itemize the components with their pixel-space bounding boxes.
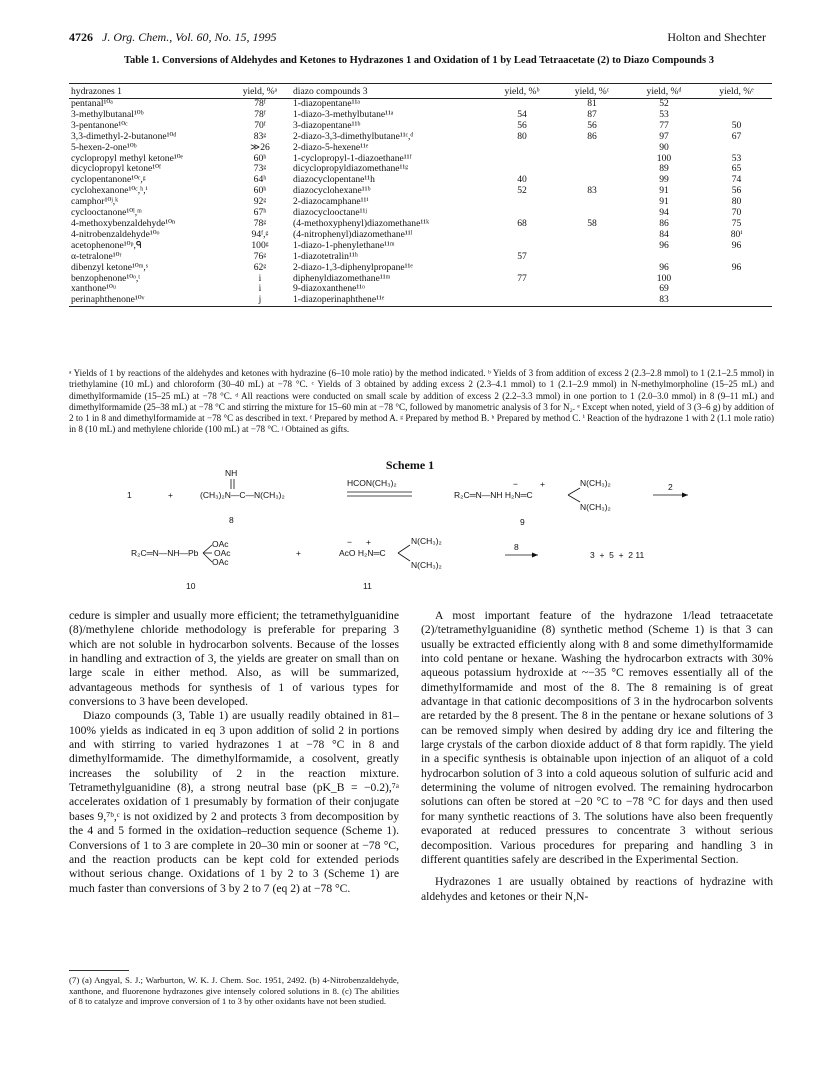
table-cell: 86 (587, 130, 597, 142)
table-cell: i (258, 272, 262, 284)
table-caption: Table 1. Conversions of Aldehydes and Ketones to Hydrazones 1 and Oxidation of 1 by Lead Tetraacetate (2) to Diazo Compounds 3 (124, 55, 714, 66)
arrow-head (532, 553, 538, 558)
table-cell: 96 (731, 239, 742, 251)
bond-line (398, 553, 410, 561)
reaction-products: 3 + 5 + 2 11 (590, 550, 645, 560)
reference-footnote-7: (7) (a) Angyal, S. J.; Warburton, W. K. J. Chem. Soc. 1951, 2492. (b) 4-Nitrobenzaldehyde, xanthone, and fluorenone hydrazones give intensely colored solutions in 8. (c) The abilities of 8 to catalyze and improve conversion of 1 to 3 by other oxidants have not been studied. (69, 975, 399, 1007)
table-cell: 1-diazotetralin¹¹ʰ (293, 250, 358, 262)
table-cell: xanthone¹⁰ᵘ (71, 283, 117, 295)
table-cell (557, 164, 627, 175)
table-cell: 1-cyclopropyl-1-diazoethane¹¹ᶠ (293, 152, 412, 164)
table-row (69, 252, 772, 263)
plus-charge: + (366, 537, 371, 547)
table-cell: 54 (517, 108, 527, 120)
table-cell: dicyclopropyldiazomethane¹¹ᵍ (293, 163, 409, 175)
paragraph: A most important feature of the hydrazone 1/lead tetraacetate (2)/tetramethylguanidine (8) synthetic method (Scheme 1) is that 3 can usually be extracted efficiently along with 8 and some dimethylformamide into cold pentane or hexane. Washing the hydrocarbon extracts with 30% aqueous potassium hydroxide at ~−35 °C removes essentially all of the dimethylformamide and most of the 8. The 8 remaining is of great advantage in that cationic decompositions of 3 in the hydrocarbon solvents are retarded by the 8 present. The 8 in the pentane or hexane solutions of 3 can be removed simply when desired by adding dry ice and filtering the large crystals of the carbon dioxide adduct of 8 that form rapidly. The yield in a specific synthesis is obtainable upon injection of an aliquot of a cold hydrocarbon solution of 3 into a cold aqueous solution of sulfuric acid and determining the volume of nitrogen evolved. The remaining hydrocarbon solutions can often be stored at −20 °C to −78 °C for days and then used for many synthetic reactions of 3. The solutions have also been frequently evaporated at reduced pressures to concentrate 3 without serious decomposition. Various procedures for preparing and handling 3 in different quantities safely are described in the Experimental Section. (421, 609, 773, 866)
table-cell: 76ᵍ (253, 250, 267, 262)
column-header: yield, %ᵇ (487, 84, 557, 99)
table-cell: 3-pentanone¹⁰ᶜ (71, 119, 128, 131)
dimethylamino-bottom: N(CH₃)₂ (411, 560, 442, 570)
table-cell: 60ʰ (253, 185, 267, 197)
table-cell: 83 (587, 185, 597, 197)
table-cell (557, 263, 627, 274)
table-cell (487, 154, 557, 165)
table-cell: 100ᵍ (251, 239, 269, 251)
table-cell: 56 (731, 185, 742, 197)
table-cell: 96 (659, 239, 669, 251)
table-cell: 99 (659, 174, 669, 186)
table-cell: dibenzyl ketone¹⁰ᵐ,ˢ (71, 261, 148, 273)
table-cell: (4-nitrophenyl)diazomethane¹¹ˡ (293, 228, 413, 240)
table-cell (557, 274, 627, 285)
table-cell: 50 (731, 119, 742, 131)
table-cell: (4-methoxyphenyl)diazomethane¹¹ᵏ (293, 217, 430, 229)
table-cell (487, 284, 557, 295)
table-cell (487, 143, 557, 154)
table-row (69, 132, 772, 143)
table-cell: 2-diazo-5-hexene¹¹ᵉ (293, 141, 369, 153)
table-cell: α-tetralone¹⁰ʳ (71, 250, 122, 262)
arrow-head (682, 493, 688, 498)
table-cell: 58 (587, 217, 597, 229)
table-cell: 80ⁱ (730, 228, 743, 240)
left-text-column (69, 609, 399, 896)
acetate-middle: OAc (214, 548, 231, 558)
table-cell: 90 (659, 141, 669, 153)
plus-sign: + (296, 548, 301, 558)
table-cell (557, 154, 627, 165)
paragraph: Diazo compounds (3, Table 1) are usually readily obtained in 81–100% yields as indicated in eq 3 upon addition of solid 2 in portions and with stirring to varied hydrazones 1 at −78 °C in 8 and dimethylformamide. The dimethylformamide, a cosolvent, greatly increases the solubility of 2 in the reaction mixture. Tetramethylguanidine (8), a strong neutral base (pK_B = −0.2),⁷ᵃ accelerates oxidation of 1 presumably by formation of their conjugate bases 9,⁷ᵇ,ᶜ is not oxidized by 2 and protects 3 from decomposition by the 4 and 5 formed in the oxidation–reduction sequence (Scheme 1). Conversions of 1 to 3 are complete in 20–30 min or sooner at −78 °C, and the reaction products can be kept cold for extended periods without serious change. Oxidations of 1 by 2 to 3 (Scheme 1) are much faster than conversions of 3 by 2 to 7 (eq 2) at −78 °C. (69, 709, 399, 895)
right-text-column (421, 609, 773, 904)
table-cell: pentanal¹⁰ᵃ (71, 98, 113, 109)
running-header-authors: Holton and Shechter (667, 30, 766, 44)
lead-complex-10: R₂C═N—NH—Pb (131, 548, 199, 558)
table-cell: 69 (659, 283, 669, 295)
table-cell: 91 (659, 196, 669, 208)
compound-8-label: 8 (229, 515, 234, 525)
table-cell (701, 274, 772, 285)
table-cell (627, 252, 701, 263)
paragraph: Hydrazones 1 are usually obtained by reactions of hydrazine with aldehydes and ketones or their N,N- (421, 875, 773, 903)
column-header: hydrazones 1 (69, 84, 229, 99)
table-cell: 2-diazo-1,3-diphenylpropane¹¹ᵉ (293, 261, 413, 273)
table-cell (701, 143, 772, 154)
table-cell (557, 230, 627, 241)
column-header: yield, %ᵃ (229, 84, 291, 99)
table-cell: 77 (659, 119, 669, 131)
table-cell: 1-diazopentane¹¹ᵃ (293, 98, 360, 109)
table-cell (557, 241, 627, 252)
table-cell: 53 (731, 152, 742, 164)
table-cell: 57 (517, 250, 527, 262)
table-cell: 52 (659, 98, 669, 109)
reactant-1-label: 1 (127, 490, 132, 500)
table-cell (487, 263, 557, 274)
scheme-title: Scheme 1 (385, 458, 435, 472)
table-cell: perinaphthenone¹⁰ᵛ (69, 295, 229, 306)
acetate-bottom: OAc (212, 557, 229, 567)
table-cell: 1-diazo-3-methylbutane¹¹ᵃ (293, 108, 394, 120)
table-cell: diazocyclohexane¹¹ᵇ (293, 185, 371, 197)
column-header: yield, %ᶜ (557, 84, 627, 99)
table-cell: 74 (731, 174, 742, 186)
running-header-left (69, 30, 277, 45)
table-cell: 1-diazoperinaphthene¹¹ᵉ (291, 295, 487, 306)
plus-sign: + (168, 490, 173, 500)
journal-citation: J. Org. Chem., Vol. 60, No. 15, 1995 (102, 30, 277, 44)
table-cell: dicyclopropyl ketone¹⁰ᶠ (71, 163, 161, 175)
column-header: yield, %ᵈ (627, 84, 701, 99)
table-cell: ≫26 (250, 141, 270, 153)
imine-nh-label: NH (225, 468, 238, 478)
table-cell: 56 (587, 119, 597, 131)
table-cell: j (229, 295, 291, 306)
table-cell: 100 (656, 272, 672, 284)
table-cell: 100 (656, 152, 672, 164)
table-cell: 9-diazoxanthene¹¹ᵒ (293, 283, 365, 295)
arrow-reagent-2: 2 (668, 482, 673, 492)
table-row (69, 143, 772, 154)
table-cell: 67ʰ (253, 207, 267, 219)
table-body (69, 99, 772, 307)
table-cell (487, 230, 557, 241)
table-cell: 97 (659, 130, 669, 142)
table-cell: acetophenone¹⁰ᵖ,ᑫ (71, 239, 142, 251)
table-cell (487, 295, 557, 306)
table-cell: 92ᵍ (253, 196, 267, 208)
table-cell: 3-methylbutanal¹⁰ᵇ (71, 108, 144, 120)
table-cell (557, 143, 627, 154)
table-cell: 86 (659, 217, 669, 229)
table-cell: diazocyclopentane¹¹h (293, 174, 375, 186)
table-cell: diphenyldiazomethane¹¹ᵐ (293, 272, 391, 284)
minus-charge: − (347, 537, 352, 547)
table-row (69, 295, 772, 306)
table-cell: 83ᵍ (253, 130, 267, 142)
salt-11-structure: AcO H₂N═C (339, 548, 386, 558)
table-cell (557, 197, 627, 208)
anion-9-structure: R₂C═N—NH H₂N═C (454, 490, 533, 500)
table-cell: 75 (731, 217, 742, 229)
table-cell: 87 (587, 108, 597, 120)
table-footnotes: ᵃ Yields of 1 by reactions of the aldehydes and ketones with hydrazine (6–10 mole ratio) by the method indicated. ᵇ Yields of 3 from addition of excess 2 (2.3–2.8 mmol) to 1 (2.1–2.5 mmol) in triethylamine (10 mL) and chloroform (30–40 mL) at −78 °C. ᶜ Yields of 3 obtained by adding excess 2 (2.3–4.1 mmol) to 1 (2.1–2.9 mmol) in N-methylmorpholine (15–25 mL) and dimethylformamide (15–25 mL) at −78 °C. ᵈ All reactions were conducted on small scale by addition of excess 2 (2.2–3.3 mmol) in one portion to 1 (2.0–3.0 mmol) in 8 (9–11 mL) and dimethylformamide (25–38 mL) at −78 °C and stirring the mixture for 15–60 min at −78 °C, followed by manometric analysis of 3 for N₂. ᵉ Except when noted, yield of 3 (3–6 g) by addition of 2 to 1 in 8 and dimethylformamide at −78 °C as described in text. ᶠ Prepared by method A. ᵍ Prepared by method B. ʰ Prepared by method C. ⁱ Reaction of the hydrazone 1 with 2 (1.1 mole ratio) in 8 (10 mL) and methylene chloride (100 mL) at −78 °C. ʲ Obtained as gifts. (69, 368, 774, 435)
table-cell: 78ᶠ (254, 98, 266, 109)
table-cell: 68 (517, 217, 527, 229)
arrow-reagent-8: 8 (514, 542, 519, 552)
table-cell: 40 (517, 174, 527, 186)
table-cell: 96 (659, 261, 669, 273)
bond-line (203, 545, 212, 553)
table-cell: 80 (517, 130, 527, 142)
guanidine-8-structure: (CH₃)₂N—C—N(CH₃)₂ (200, 490, 285, 500)
table-cell: cyclohexanone¹⁰ᶜ,ʰ,ⁱ (71, 185, 148, 197)
table-cell: 94ᶠ,ᵍ (251, 228, 269, 240)
table-cell: 70ᶠ (254, 119, 266, 131)
bond-line (568, 495, 580, 502)
table-cell (557, 295, 627, 306)
table-cell: 5-hexen-2-one¹⁰ᵇ (71, 141, 137, 153)
table-cell: 2-diazo-3,3-dimethylbutane¹¹ᶜ,ᵈ (293, 130, 414, 142)
column-header: yield, %ᵉ (701, 84, 772, 99)
table-row (69, 241, 772, 252)
table-cell: 78ᵍ (253, 217, 267, 229)
table-cell: 83 (627, 295, 701, 306)
table-cell: camphor¹⁰ʲ,ᵏ (71, 196, 119, 208)
table-cell: cyclopentanone¹⁰ᶜ,ᵍ (71, 174, 146, 186)
table-cell: 4-nitrobenzaldehyde¹⁰ᵒ (71, 228, 160, 240)
table-cell: 52 (517, 185, 527, 197)
table-cell: 78ᶠ (254, 108, 266, 120)
table-cell (487, 197, 557, 208)
footnote-divider (69, 970, 129, 971)
table-cell: 84 (659, 228, 669, 240)
table-cell: 80 (731, 196, 742, 208)
dimethylamino-top: N(CH₃)₂ (411, 536, 442, 546)
table-cell: cyclooctanone¹⁰ˡ,ᵐ (71, 207, 142, 219)
table-cell: 3-diazopentane¹¹ᵇ (293, 119, 361, 131)
table-cell: 65 (731, 163, 742, 175)
plus-charge: + (540, 479, 545, 489)
table-cell: 1-diazo-1-phenylethane¹¹ᵐ (293, 239, 395, 251)
table-header-row (69, 84, 772, 99)
table-cell: 89 (659, 163, 669, 175)
table-cell: 53 (659, 108, 669, 120)
table-cell: 3,3-dimethyl-2-butanone¹⁰ᵈ (71, 130, 177, 142)
compound-10-label: 10 (186, 581, 196, 591)
bond-line (398, 545, 410, 553)
dimethylamino-top: N(CH₃)₂ (580, 478, 611, 488)
paragraph: cedure is simpler and usually more efficient; the tetramethylguanidine (8)/methylene chloride methodology is preferable for preparing 3 which are not soluble in hydrocarbon solvents. Because of the losses in handling and extraction of 3, the yields are greater on small than on large scale in either method. Also, as will be summarized, advantageous methods for synthesis of 1 of various types for conversions to 3 have been developed. (69, 609, 399, 709)
table-cell: 67 (731, 130, 742, 142)
compound-11-label: 11 (363, 581, 372, 591)
table-cell: 91 (659, 185, 669, 197)
bond-line (203, 553, 212, 562)
table-cell: benzophenone¹⁰ᵒ,ᵗ (71, 272, 141, 284)
column-header: diazo compounds 3 (291, 84, 487, 99)
table-cell (701, 99, 772, 110)
table-cell (557, 284, 627, 295)
table-cell: 2-diazocamphane¹¹ⁱ (293, 196, 369, 208)
dimethylamino-bottom: N(CH₃)₂ (580, 502, 611, 512)
bond-line (568, 488, 580, 495)
table-row (69, 263, 772, 274)
table-cell (701, 295, 772, 306)
compound-9-label: 9 (520, 517, 525, 527)
arrow-reagent-dmf: HCON(CH₃)₂ (347, 478, 397, 488)
table-cell: 81 (587, 98, 597, 109)
page-number: 4726 (69, 30, 93, 44)
table-cell: 60ʰ (253, 152, 267, 164)
scheme-1-diagram (0, 468, 820, 598)
table-cell: 73ᵍ (253, 163, 267, 175)
minus-charge: − (513, 479, 518, 489)
table-cell: 4-methoxybenzaldehyde¹⁰ⁿ (71, 217, 176, 229)
table-cell: 56 (517, 119, 527, 131)
table-cell: 64ʰ (253, 174, 267, 186)
table-cell: diazocyclooctane¹¹ʲ (293, 207, 367, 219)
table-cell (701, 252, 772, 263)
table-cell: cyclopropyl methyl ketone¹⁰ᵉ (71, 152, 184, 164)
table-cell: 70 (731, 207, 742, 219)
acetate-top: OAc (212, 539, 229, 549)
data-table (69, 83, 772, 307)
table-cell: i (258, 283, 262, 295)
table-cell: 77 (517, 272, 527, 284)
table-cell: 94 (659, 207, 669, 219)
table-cell (701, 284, 772, 295)
table-cell: 62ᵍ (253, 261, 267, 273)
table-cell: 96 (731, 261, 742, 273)
table-cell (557, 252, 627, 263)
